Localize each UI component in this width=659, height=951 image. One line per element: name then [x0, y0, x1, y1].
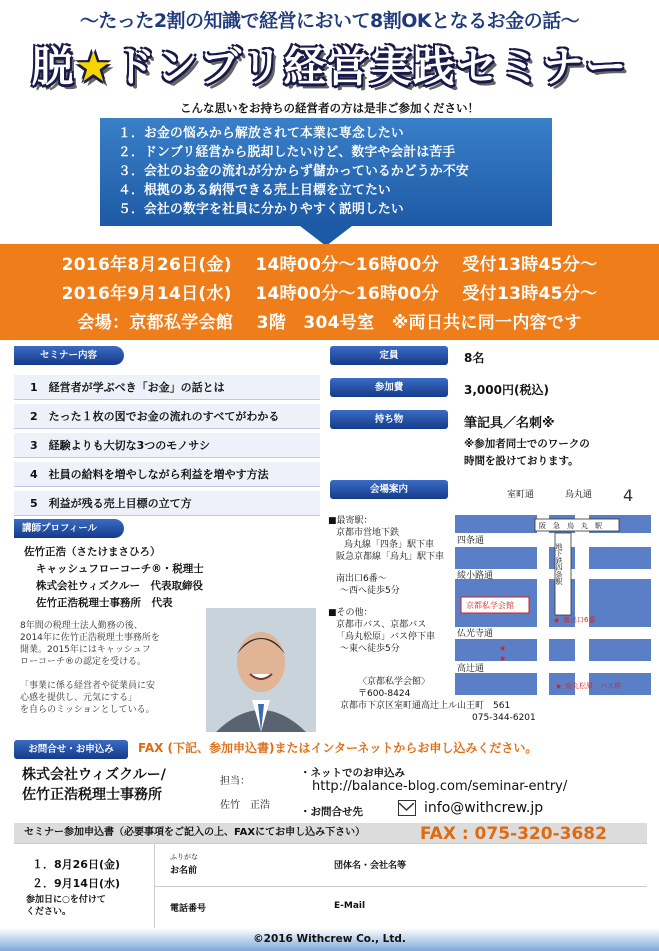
subway-label: 地下鉄四条駅	[555, 543, 563, 585]
inquiry-label: ・お問合せ先	[300, 806, 363, 818]
hankyu-label: 阪 急 烏 丸 駅	[539, 522, 602, 530]
mission-line: を自らのミッションとしている。	[20, 705, 155, 715]
date-note	[26, 894, 106, 918]
map-svg	[455, 485, 651, 695]
content-item: 5 利益が残る売上目標の立て方	[14, 491, 320, 516]
exit-star-icon: ★	[553, 616, 561, 625]
company-line: 佐竹正浩税理士事務所	[22, 787, 162, 803]
phone-field[interactable]: 電話番号	[170, 904, 207, 914]
application-form	[14, 843, 647, 928]
bus-star-icon: ★	[499, 654, 507, 663]
access-line: 阪急京都線「烏丸」駅下車	[336, 552, 445, 562]
event-subtitle: 〜たった2割の知識で経営において8割OKとなるお金の話〜	[79, 10, 580, 32]
access-line: 烏丸線「四条」駅下車	[344, 540, 435, 550]
content-item: 1 経営者が学ぶべき「お金」の話とは	[14, 375, 320, 400]
bring-note-line: 時間を設けております。	[464, 455, 579, 467]
takatsuji-label: 高辻通	[457, 664, 485, 674]
form-header: セミナー参加申込書（必要事項をご記入の上、FAXにてお申し込み下さい）	[14, 823, 647, 843]
copyright-footer: ©2016 Withcrew Co., Ltd.	[0, 928, 659, 951]
capacity-label: 定員	[330, 346, 448, 365]
entry-url[interactable]: http://balance-blog.com/seminar-entry/	[312, 779, 568, 794]
title-prefix: 脱	[31, 42, 75, 91]
concern-item: ５．会社の数字を社員に分かりやすく説明したい	[118, 202, 404, 217]
mission-line: 心感を提供し、元気にする」	[20, 693, 138, 703]
concern-item: ３．会社のお金の流れが分からず儲かっているかどうか不安	[118, 164, 469, 179]
fax-number: FAX : 075-320-3682	[420, 824, 607, 844]
contents-label: セミナー内容	[14, 346, 124, 365]
photo-svg	[206, 608, 316, 732]
access-info	[328, 515, 458, 655]
schedule-date-2: 2016年9月14日(水) 14時00分〜16時00分 受付13時45分〜	[61, 284, 598, 304]
address-line: 京都市下京区室町通高辻上ル山王町 561	[340, 701, 511, 711]
star-icon: ★	[74, 42, 114, 91]
venue-guide-label: 会場案内	[330, 480, 448, 499]
bio-line: 2014年に佐竹正浩税理士事務所を	[20, 633, 160, 643]
bus-star-icon: ★	[499, 644, 507, 653]
address-line: 〈京都私学会館〉	[358, 677, 431, 687]
company-name	[22, 765, 166, 805]
instructor-photo	[206, 608, 316, 732]
note-line: ください。	[26, 907, 72, 917]
bio-line: 開業。2015年にはキャッシュフ	[20, 645, 151, 655]
event-title	[0, 34, 659, 94]
bus-stop-star-icon: ★	[555, 682, 563, 691]
concern-item: ４．根拠のある納得できる売上目標を立てたい	[118, 183, 391, 198]
contact-note: FAX (下記、参加申込書)またはインターネットからお申し込みください。	[138, 741, 538, 755]
title-main: ドンブリ経営実践セミナー	[113, 42, 628, 91]
bio-line: ローコーチ®の認定を受ける。	[20, 657, 147, 667]
address-line: 〒600-8424	[358, 689, 411, 699]
profile-bio	[20, 620, 210, 716]
org-field[interactable]: 団体名・会社名等	[334, 861, 407, 871]
speech-pointer	[300, 226, 352, 246]
exit-label: 南出口6番	[563, 616, 596, 624]
concern-item: ２．ドンブリ経営から脱却したいけど、数字や会計は苦手	[118, 145, 456, 160]
instructor-title: 株式会社ウィズクルー 代表取締役	[36, 580, 204, 592]
access-line: 京都市バス、京都バス	[336, 620, 427, 630]
fee-value: 3,000円(税込)	[464, 383, 549, 397]
schedule-date-1: 2016年8月26日(金) 14時00分〜16時00分 受付13時45分〜	[61, 255, 598, 275]
invite-text: こんな思いをお持ちの経営者の方は是非ご参加ください！	[180, 101, 479, 115]
schedule-venue: 会場：京都私学会館 3階 304号室 ※両日共に同一内容です	[77, 313, 582, 333]
schedule-banner	[0, 244, 659, 340]
karasuma-label: 烏丸通	[565, 490, 593, 500]
date-option-2[interactable]: ２．9月14日(水)	[32, 877, 121, 890]
bring-value: 筆記具／名刺※	[464, 416, 555, 431]
content-item: 3 経験よりも大切な3つのモノサシ	[14, 433, 320, 458]
company-line: 株式会社ウィズクルー/	[22, 767, 166, 783]
capacity-value: 8名	[464, 351, 485, 365]
concerns-box	[100, 118, 552, 226]
access-line: 「烏丸松原」バス停下車	[336, 632, 436, 642]
access-line: 京都市営地下鉄	[336, 528, 400, 538]
bring-note	[464, 436, 590, 470]
access-heading: ■その他：	[328, 608, 373, 618]
date-option-1[interactable]: １．8月26日(金)	[32, 858, 121, 871]
access-heading: ■最寄駅：	[328, 516, 373, 526]
profile-block	[24, 544, 324, 612]
concern-item: １．お金の悩みから解放されて本業に専念したい	[118, 126, 404, 141]
name-field[interactable]: お名前	[170, 866, 198, 876]
net-label: ・ネットでのお申込み	[300, 767, 405, 779]
bring-label: 持ち物	[330, 410, 448, 429]
shijo-road	[455, 533, 651, 547]
instructor-title: 佐竹正浩税理士事務所 代表	[36, 597, 173, 609]
person-name: 佐竹 正浩	[220, 800, 270, 811]
north-icon: 4	[623, 486, 634, 505]
bring-note-line: ※参加者同士でのワークの	[464, 438, 590, 450]
venue-map	[455, 485, 651, 695]
shijo-label: 四条通	[457, 536, 485, 546]
bus-label: 烏丸松原 バス停	[565, 682, 621, 690]
contact-label: お問合せ・お申込み	[14, 740, 128, 759]
bukkoji-label: 仏光寺通	[457, 629, 494, 639]
furigana-label: ふりがな	[170, 853, 198, 861]
fee-label: 参加費	[330, 378, 448, 397]
muromachi-label: 室町通	[507, 490, 535, 500]
instructor-title: キャッシュフローコーチ®・税理士	[36, 563, 204, 575]
contact-email[interactable]: info@withcrew.jp	[424, 800, 544, 816]
bio-line: 8年間の税理士法人勤務の後、	[20, 621, 143, 631]
note-line: 参加日に○を付けて	[26, 895, 106, 905]
access-line: 〜東へ徒歩5分	[340, 644, 400, 654]
access-line: 南出口6番〜	[336, 574, 387, 584]
mail-icon	[398, 800, 416, 816]
instructor-name: 佐竹正浩（さたけまさひろ）	[24, 546, 161, 558]
content-item: 2 たった１枚の図でお金の流れのすべてがわかる	[14, 404, 320, 429]
takatsuji-road	[455, 661, 651, 673]
access-line: 〜西へ徒歩5分	[340, 586, 400, 596]
ayanokoji-label: 綾小路通	[457, 571, 494, 581]
content-item: 4 社員の給料を増やしながら利益を増やす方法	[14, 462, 320, 487]
mission-line: 「事業に係る経営者や従業員に安	[20, 681, 156, 691]
venue-map-label: 京都私学会館	[466, 601, 514, 610]
profile-label: 講師プロフィール	[14, 519, 124, 538]
email-field[interactable]: E-Mail	[334, 901, 366, 911]
address-line: 075-344-6201	[472, 713, 536, 723]
person-label: 担当：	[220, 776, 250, 787]
